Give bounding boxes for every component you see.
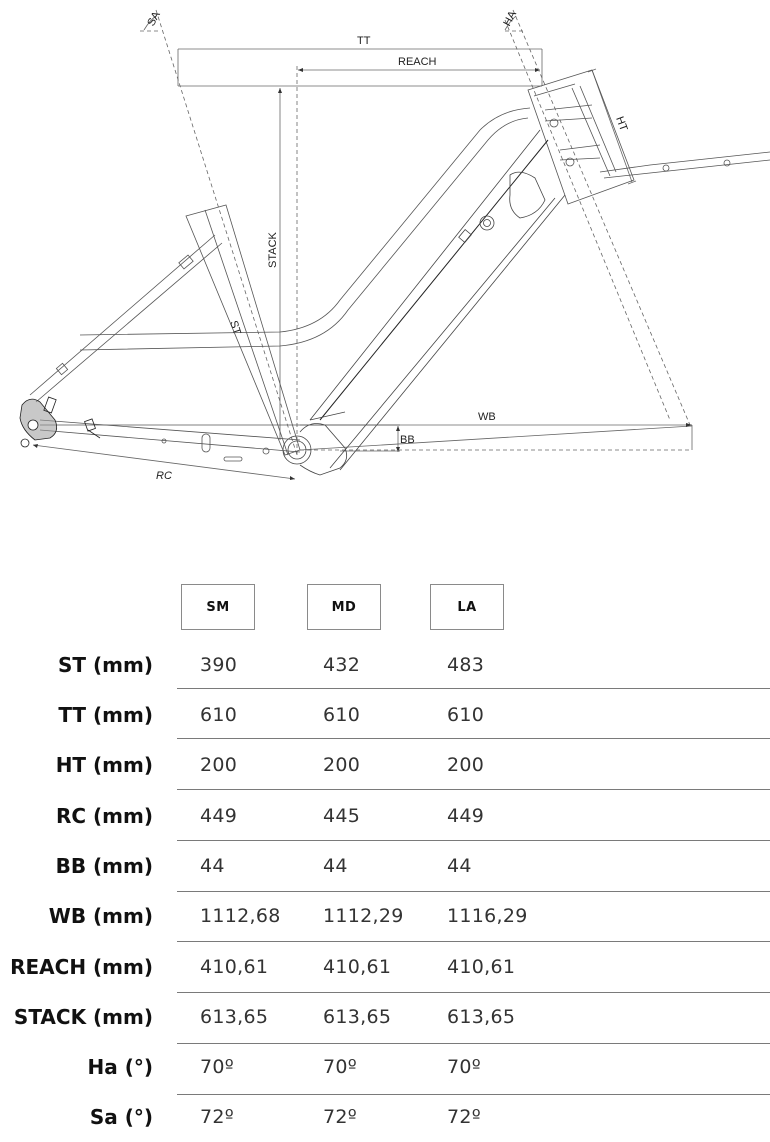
cell-la: 200 (447, 754, 485, 776)
cell-md: 610 (323, 704, 361, 726)
top-tube (80, 108, 530, 350)
label-bb: BB (400, 434, 415, 446)
rear-dropout (20, 397, 100, 447)
row-label: REACH (mm) (10, 955, 153, 979)
cell-md: 44 (323, 855, 348, 877)
row-label: HT (mm) (55, 753, 153, 777)
cell-md: 1112,29 (323, 905, 404, 927)
row-label: Ha (°) (87, 1055, 153, 1079)
cell-sm: 449 (200, 805, 238, 827)
table-row-stack (0, 992, 770, 1042)
head-angle-line (505, 10, 690, 425)
label-tt: TT (357, 35, 371, 47)
label-ht: HT (613, 114, 630, 133)
table-row-bb (0, 841, 770, 891)
label-stack: STACK (267, 232, 279, 268)
table-row-tt (0, 690, 770, 740)
cell-sm: 410,61 (200, 956, 269, 978)
label-sa: SA (145, 9, 163, 29)
label-ha: HA (501, 9, 520, 29)
label-st: ST (227, 319, 243, 337)
row-label: RC (mm) (55, 804, 153, 828)
cell-md: 72º (323, 1106, 358, 1128)
cell-la: 610 (447, 704, 485, 726)
chain-stay (40, 420, 400, 461)
cell-sm: 72º (200, 1106, 235, 1128)
reach-dimension (297, 66, 540, 455)
cell-la: 410,61 (447, 956, 516, 978)
row-divider (177, 789, 770, 790)
label-wb: WB (478, 411, 496, 423)
row-label: BB (mm) (55, 854, 153, 878)
cell-sm: 1112,68 (200, 905, 281, 927)
stem (600, 152, 770, 178)
seat-stay (30, 235, 222, 402)
cell-la: 72º (447, 1106, 482, 1128)
row-divider (177, 738, 770, 739)
cell-sm: 610 (200, 704, 238, 726)
cell-md: 70º (323, 1056, 358, 1078)
label-rc: RC (156, 470, 172, 482)
tt-dimension (178, 49, 542, 86)
cell-md: 445 (323, 805, 361, 827)
cell-sm: 44 (200, 855, 225, 877)
table-row-st (0, 640, 770, 690)
cell-sm: 613,65 (200, 1006, 269, 1028)
table-row-sa (0, 1092, 770, 1142)
cell-sm: 390 (200, 654, 238, 676)
cell-md: 432 (323, 654, 361, 676)
bike-frame-drawing (0, 0, 770, 500)
row-label: STACK (mm) (13, 1005, 153, 1029)
table-row-reach (0, 942, 770, 992)
cell-la: 1116,29 (447, 905, 528, 927)
row-label: Sa (°) (89, 1105, 153, 1129)
table-row-ht (0, 740, 770, 790)
row-label: ST (mm) (58, 653, 153, 677)
cell-la: 449 (447, 805, 485, 827)
size-header-sm: SM (181, 584, 255, 630)
row-divider (177, 688, 770, 689)
cell-md: 410,61 (323, 956, 392, 978)
row-label: WB (mm) (48, 904, 153, 928)
head-tube (528, 70, 634, 204)
bb-drop-dimension (340, 426, 400, 452)
cell-md: 613,65 (323, 1006, 392, 1028)
size-header-la: LA (430, 584, 504, 630)
frame-geometry-diagram (0, 0, 770, 500)
cell-la: 44 (447, 855, 472, 877)
cell-sm: 200 (200, 754, 238, 776)
cell-la: 613,65 (447, 1006, 516, 1028)
size-header-md: MD (307, 584, 381, 630)
table-row-ha (0, 1042, 770, 1092)
cell-la: 483 (447, 654, 485, 676)
cell-sm: 70º (200, 1056, 235, 1078)
table-row-wb (0, 891, 770, 941)
label-reach: REACH (398, 56, 437, 68)
cell-la: 70º (447, 1056, 482, 1078)
cell-md: 200 (323, 754, 361, 776)
table-row-rc (0, 791, 770, 841)
wheelbase-dimension (300, 423, 692, 450)
row-label: TT (mm) (58, 703, 153, 727)
